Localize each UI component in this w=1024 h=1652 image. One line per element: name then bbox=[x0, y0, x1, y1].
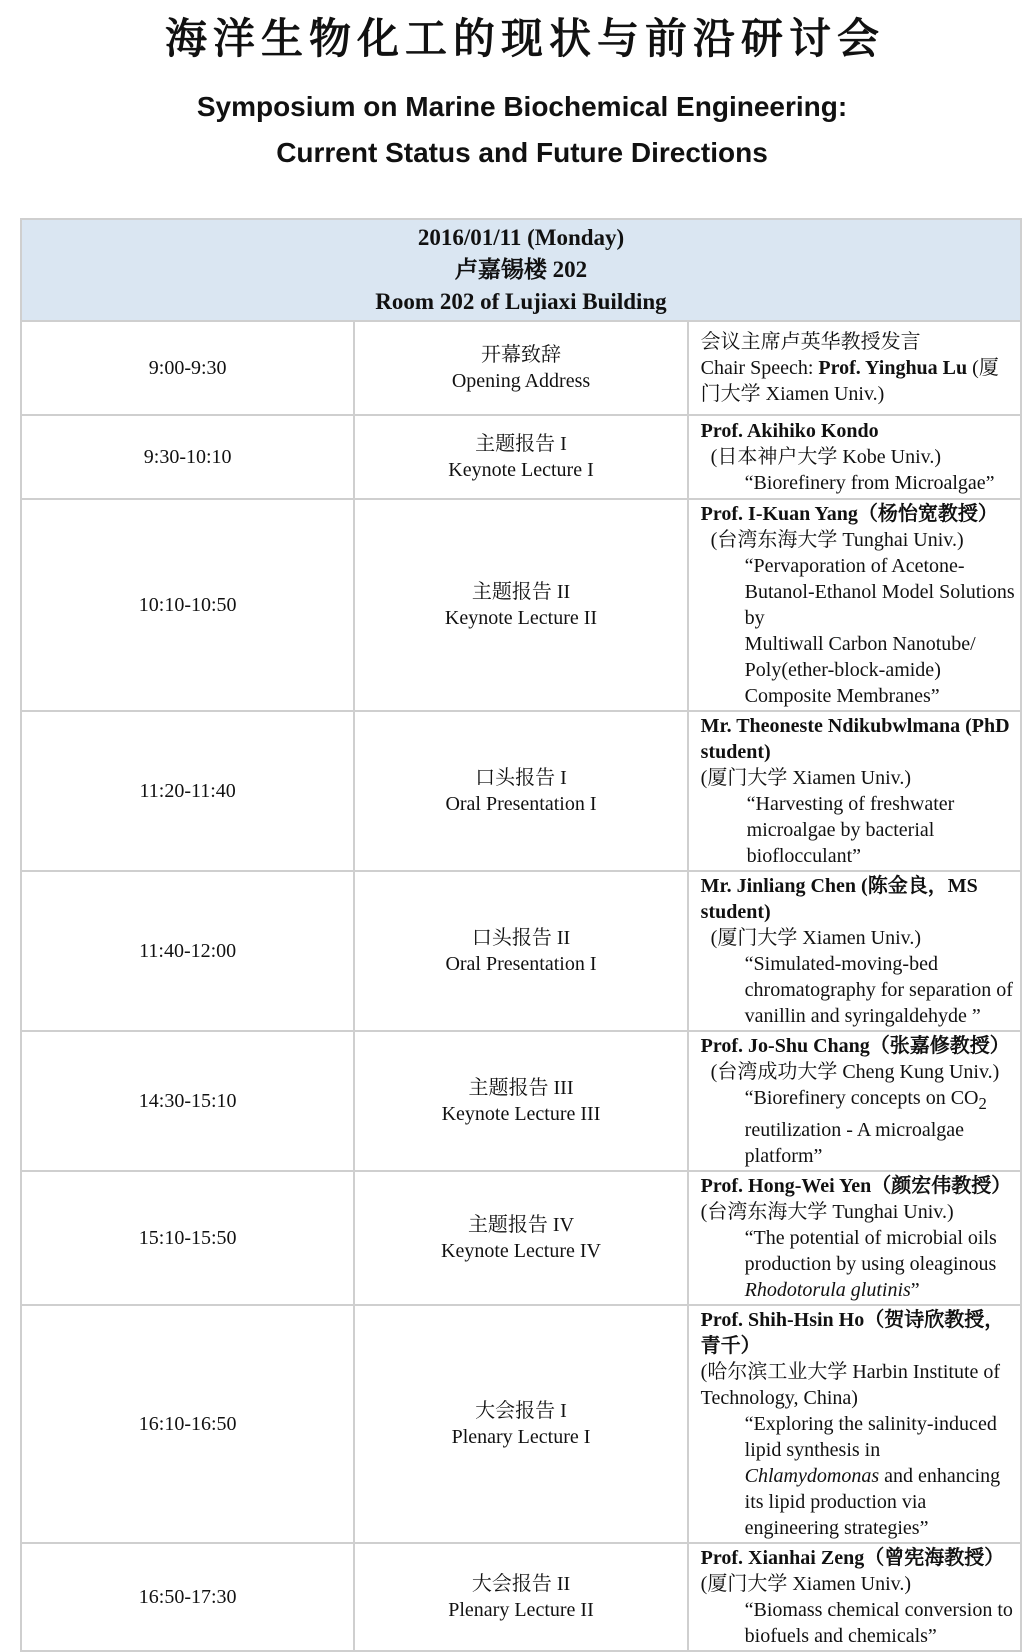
session-en: Oral Presentation I bbox=[445, 953, 597, 975]
session-cell bbox=[354, 1305, 687, 1543]
speaker-name: Prof. Xianhai Zeng（曾宪海教授） bbox=[700, 1547, 1005, 1569]
table-row bbox=[21, 499, 1021, 711]
table-row bbox=[21, 1171, 1021, 1305]
talk-title-line bbox=[745, 1085, 1016, 1143]
session-cn: 口头报告 I bbox=[475, 767, 567, 789]
talk-title-line: “The potential of microbial oils production by using oleaginous bbox=[744, 1227, 997, 1275]
chair-speech bbox=[701, 355, 1016, 407]
session-en: Keynote Lecture II bbox=[444, 607, 598, 629]
header-date: 2016/01/11 (Monday) bbox=[417, 225, 625, 250]
table-row bbox=[21, 1305, 1021, 1543]
talk-title: “Biorefinery from Microalgae” bbox=[744, 472, 995, 494]
talk-title bbox=[701, 1225, 1016, 1303]
session-cn: 主题报告 III bbox=[468, 1077, 574, 1099]
session-en: Keynote Lecture III bbox=[441, 1103, 601, 1125]
chair-name: Prof. Yinghua Lu bbox=[818, 357, 968, 379]
table-row bbox=[21, 871, 1021, 1031]
talk-title-part: and enhancing its lipid production via bbox=[744, 1465, 1001, 1513]
time-cell: 16:10-16:50 bbox=[21, 1305, 354, 1543]
session-cell bbox=[354, 321, 687, 415]
session-en: Opening Address bbox=[451, 370, 591, 392]
chair-label: Chair Speech: bbox=[700, 357, 819, 379]
talk-title-line: engineering strategies” bbox=[744, 1517, 929, 1539]
talk-title-line: “Exploring the salinity-induced lipid synthesis in bbox=[744, 1413, 997, 1461]
session-en: Keynote Lecture I bbox=[448, 459, 594, 481]
session-cell bbox=[354, 1543, 687, 1651]
table-row bbox=[21, 321, 1021, 415]
talk-title-part: ” bbox=[910, 1279, 920, 1301]
detail-cell bbox=[688, 415, 1021, 499]
talk-title: “Harvesting of freshwater microalgae by bacterial bioflocculant” bbox=[746, 793, 955, 867]
session-cn: 口头报告 II bbox=[471, 927, 571, 949]
session-cell bbox=[354, 415, 687, 499]
time-cell: 11:40-12:00 bbox=[21, 871, 354, 1031]
subscript-2: 2 bbox=[978, 1094, 987, 1113]
talk-title-line: Composite Membranes” bbox=[744, 685, 940, 707]
header-room-cn: 卢嘉锡楼 202 bbox=[454, 257, 588, 282]
detail-cell bbox=[688, 871, 1021, 1031]
session-cn: 开幕致辞 bbox=[480, 344, 561, 366]
time-cell: 9:00-9:30 bbox=[21, 321, 354, 415]
talk-title-line: “Pervaporation of Acetone-Butanol-Ethanol Model Solutions by bbox=[744, 555, 1015, 629]
speaker-name: Prof. Hong-Wei Yen（颜宏伟教授） bbox=[700, 1175, 1012, 1197]
talk-title bbox=[701, 1085, 1016, 1169]
speaker-affiliation: (厦门大学 Xiamen Univ.) bbox=[700, 1573, 911, 1595]
speaker-name: Mr. Jinliang Chen (陈金良，MS student) bbox=[700, 875, 978, 923]
header-cell bbox=[21, 219, 1021, 321]
speaker-affiliation: (日本神户大学 Kobe Univ.) bbox=[710, 446, 941, 468]
detail-cell bbox=[688, 321, 1021, 415]
time-cell: 10:10-10:50 bbox=[21, 499, 354, 711]
speaker-affiliation: (台湾成功大学 Cheng Kung Univ.) bbox=[710, 1061, 1000, 1083]
schedule-table bbox=[20, 218, 1022, 1652]
session-cn: 主题报告 II bbox=[471, 581, 571, 603]
talk-title-line bbox=[745, 1277, 1016, 1303]
speaker-name: Mr. Theoneste Ndikubwlmana (PhD student) bbox=[700, 715, 1010, 763]
talk-title-part: “Biorefinery concepts on CO bbox=[744, 1087, 979, 1109]
session-en: Plenary Lecture II bbox=[448, 1599, 594, 1621]
session-cell bbox=[354, 1031, 687, 1171]
session-cn: 主题报告 IV bbox=[467, 1214, 575, 1236]
session-cn: 大会报告 I bbox=[475, 1400, 567, 1422]
table-row bbox=[21, 415, 1021, 499]
speaker-name: Prof. Jo-Shu Chang（张嘉修教授） bbox=[700, 1035, 1010, 1057]
time-cell: 15:10-15:50 bbox=[21, 1171, 354, 1305]
time-cell: 9:30-10:10 bbox=[21, 415, 354, 499]
time-cell: 16:50-17:30 bbox=[21, 1543, 354, 1651]
talk-title-line bbox=[745, 1463, 1016, 1515]
time-cell: 14:30-15:10 bbox=[21, 1031, 354, 1171]
talk-title-line: “Simulated-moving-bed chromatography for separation of bbox=[744, 953, 1013, 1001]
speaker-name: Prof. I-Kuan Yang（杨怡宽教授） bbox=[700, 503, 998, 525]
session-cell bbox=[354, 499, 687, 711]
speaker-name: Prof. Shih-Hsin Ho（贺诗欣教授，青千） bbox=[700, 1309, 1005, 1357]
species-name: Chlamydomonas bbox=[744, 1465, 880, 1487]
detail-cell bbox=[688, 711, 1021, 871]
speaker-affiliation: (台湾东海大学 Tunghai Univ.) bbox=[710, 529, 964, 551]
session-cell bbox=[354, 871, 687, 1031]
talk-title-line: vanillin and syringaldehyde ” bbox=[744, 1005, 981, 1027]
detail-cell bbox=[688, 1543, 1021, 1651]
session-en: Oral Presentation I bbox=[445, 793, 597, 815]
talk-title bbox=[701, 951, 1016, 1029]
talk-title-line: Multiwall Carbon Nanotube/ Poly(ether-block-amide) bbox=[744, 633, 976, 681]
title-english bbox=[0, 84, 1024, 176]
talk-title bbox=[701, 1411, 1016, 1541]
schedule-header bbox=[21, 219, 1021, 321]
table-row bbox=[21, 1031, 1021, 1171]
title-english-line2: Current Status and Future Directions bbox=[276, 137, 768, 168]
detail-line: 会议主席卢英华教授发言 bbox=[700, 331, 921, 353]
speaker-name: Prof. Akihiko Kondo bbox=[700, 420, 879, 442]
session-cell bbox=[354, 711, 687, 871]
speaker-affiliation: (台湾东海大学 Tunghai Univ.) bbox=[700, 1201, 954, 1223]
speaker-affiliation: (厦门大学 Xiamen Univ.) bbox=[710, 927, 921, 949]
time-cell: 11:20-11:40 bbox=[21, 711, 354, 871]
talk-title: “Biomass chemical conversion to biofuels and chemicals” bbox=[744, 1599, 1013, 1647]
session-en: Keynote Lecture IV bbox=[441, 1240, 601, 1262]
session-cn: 主题报告 I bbox=[475, 433, 567, 455]
header-room-en: Room 202 of Lujiaxi Building bbox=[375, 289, 667, 314]
speaker-affiliation: (厦门大学 Xiamen Univ.) bbox=[700, 767, 911, 789]
chair-affiliation: (厦门大学 Xiamen Univ.) bbox=[700, 357, 999, 405]
talk-title-line: platform” bbox=[744, 1145, 823, 1167]
session-en: Plenary Lecture I bbox=[451, 1426, 591, 1448]
detail-cell bbox=[688, 1031, 1021, 1171]
session-cell bbox=[354, 1171, 687, 1305]
detail-cell bbox=[688, 1171, 1021, 1305]
detail-cell bbox=[688, 1305, 1021, 1543]
title-chinese: 海洋生物化工的现状与前沿研讨会 bbox=[164, 14, 885, 63]
table-row bbox=[21, 1543, 1021, 1651]
detail-cell bbox=[688, 499, 1021, 711]
session-cn: 大会报告 II bbox=[471, 1573, 571, 1595]
species-name: Rhodotorula glutinis bbox=[744, 1279, 911, 1301]
speaker-affiliation: (哈尔滨工业大学 Harbin Institute of Technology, China) bbox=[700, 1361, 1001, 1409]
talk-title-part: reutilization - A microalgae bbox=[744, 1119, 965, 1141]
table-row bbox=[21, 711, 1021, 871]
talk-title bbox=[701, 553, 1016, 709]
title-english-line1: Symposium on Marine Biochemical Engineering: bbox=[196, 91, 848, 122]
